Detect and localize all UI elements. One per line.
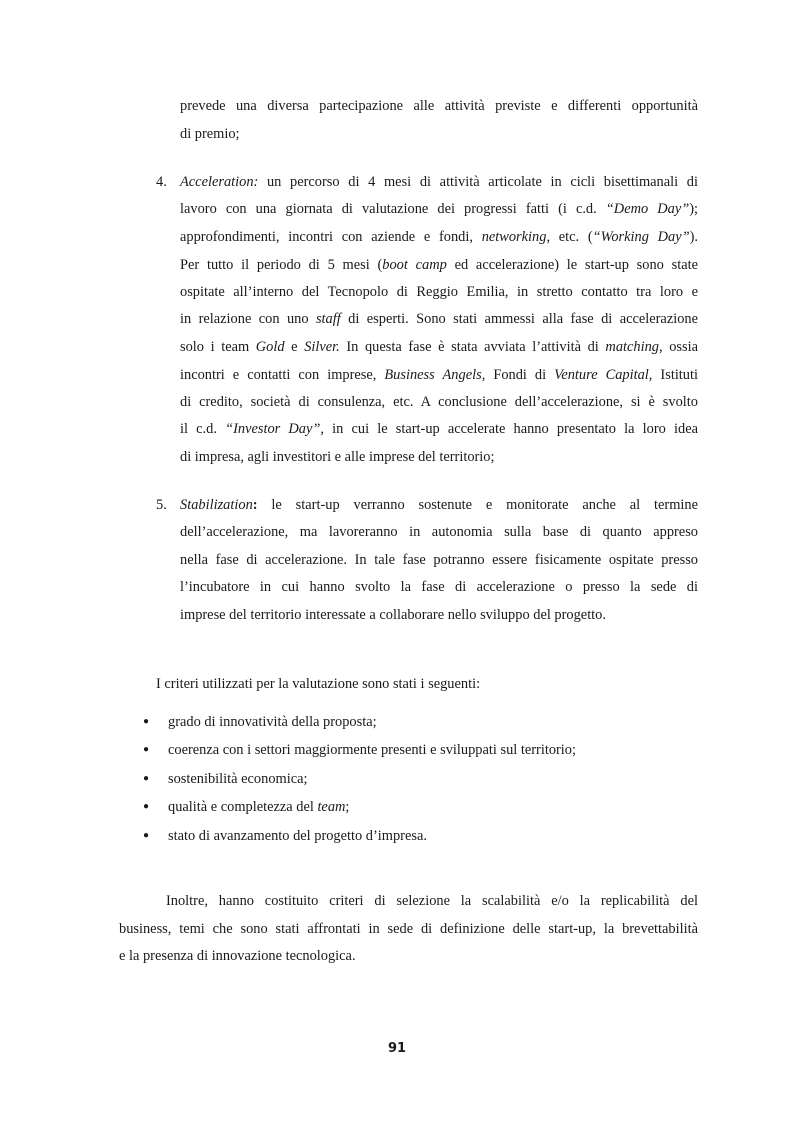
item4-line-6: in relazione con uno staff di esperti. Sono stati ammessi alla fase di accelerazione xyxy=(180,311,698,327)
continuation-line-1: prevede una diversa partecipazione alle attività previste e differenti opportunità xyxy=(180,98,698,114)
bullet-icon: ● xyxy=(143,801,150,812)
closing-line-2: business, temi che sono stati affrontati in sede di definizione delle start-up, la brevettabilità xyxy=(119,921,698,937)
closing-line-3: e la presenza di innovazione tecnologica. xyxy=(119,948,356,964)
item4-line-10: il c.d. “Investor Day”, in cui le start-up accelerate hanno presentato la loro idea xyxy=(180,421,698,437)
item4-line-8: incontri e contatti con imprese, Business Angels, Fondi di Venture Capital, Istituti xyxy=(180,367,699,383)
continuation-line-2: di premio; xyxy=(180,126,240,142)
item4-line-3: approfondimenti, incontri con aziende e fondi, networking, etc. (“Working Day”). xyxy=(180,229,698,245)
item5-line-2: dell’accelerazione, ma lavoreranno in autonomia sulla base di quanto appreso xyxy=(180,524,698,540)
item4-line-2: lavoro con una giornata di valutazione dei progressi fatti (i c.d. “Demo Day”); xyxy=(180,201,699,217)
criteria-item-3: sostenibilità economica; xyxy=(168,771,308,787)
criteria-item-5: stato di avanzamento del progetto d’impresa. xyxy=(168,828,427,844)
criteria-item-2: coerenza con i settori maggiormente presenti e sviluppati sul territorio; xyxy=(168,742,577,758)
bullet-icon: ● xyxy=(143,716,150,727)
bullet-icon: ● xyxy=(143,773,150,784)
item5-line-4: l’incubatore in cui hanno svolto la fase di accelerazione o presso la sede di xyxy=(180,579,698,595)
item4-line-4: Per tutto il periodo di 5 mesi (boot camp ed accelerazione) le start-up sono state xyxy=(180,257,698,273)
page-number: 91 xyxy=(387,1041,407,1056)
item4-line-7: solo i team Gold e Silver. In questa fase è stata avviata l’attività di matching, ossia xyxy=(180,339,698,355)
bullet-icon: ● xyxy=(143,744,150,755)
item5-line-1: Stabilization: le start-up verranno sostenute e monitorate anche al termine xyxy=(180,497,698,513)
bullet-icon: ● xyxy=(143,830,150,841)
list-number-4: 4. xyxy=(156,174,167,190)
closing-line-1: Inoltre, hanno costituito criteri di selezione la scalabilità e/o la replicabilità del xyxy=(166,893,698,909)
criteria-intro: I criteri utilizzati per la valutazione sono stati i seguenti: xyxy=(156,676,481,692)
item4-line-9: di credito, società di consulenza, etc. A conclusione dell’accelerazione, si è svolto xyxy=(180,394,698,410)
criteria-item-4: qualità e completezza del team; xyxy=(168,799,350,815)
item4-line-5: ospitate all’interno del Tecnopolo di Reggio Emilia, in stretto contatto tra loro e xyxy=(180,284,698,300)
item4-line-1: Acceleration: un percorso di 4 mesi di attività articolate in cicli bisettimanali di xyxy=(180,174,698,190)
item5-line-3: nella fase di accelerazione. In tale fase potranno essere fisicamente ospitate presso xyxy=(180,552,698,568)
list-number-5: 5. xyxy=(156,497,167,513)
criteria-item-1: grado di innovatività della proposta; xyxy=(168,714,377,730)
item4-line-11: di impresa, agli investitori e alle imprese del territorio; xyxy=(180,449,495,465)
item5-line-5: imprese del territorio interessate a collaborare nello sviluppo del progetto. xyxy=(180,607,606,623)
